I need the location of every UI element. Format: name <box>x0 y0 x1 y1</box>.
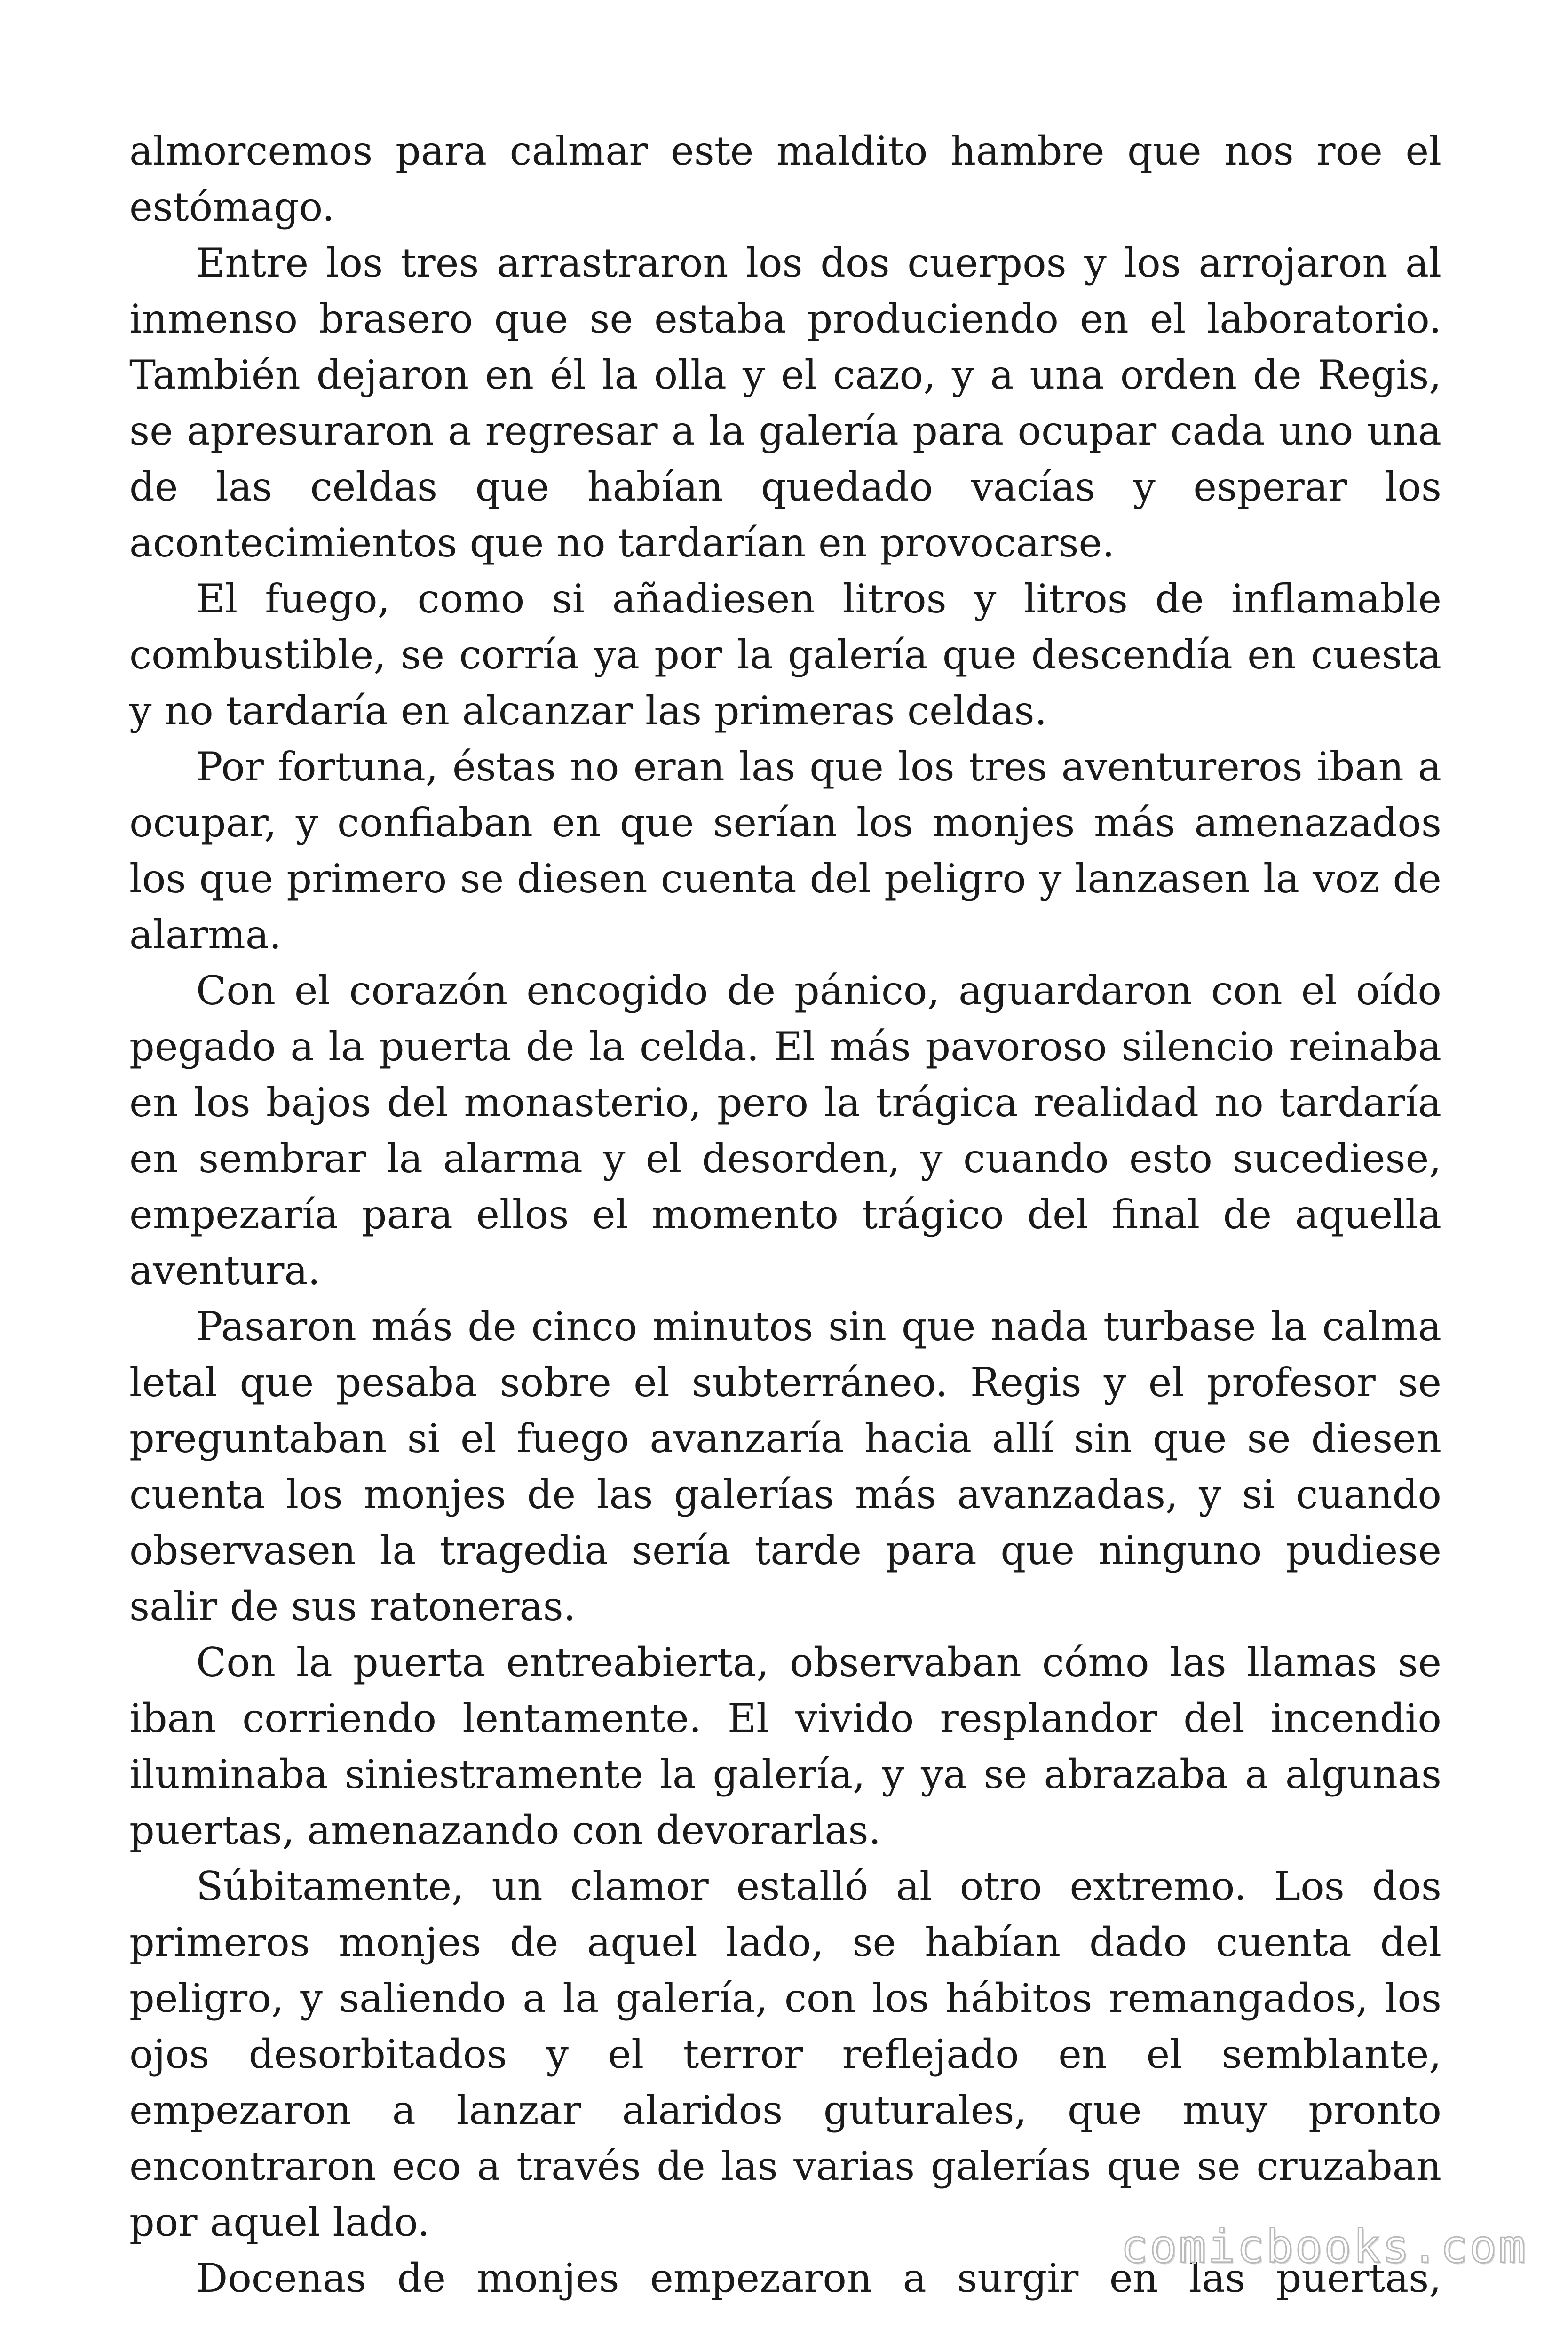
paragraph-3: El fuego, como si añadiesen litros y litros de inflamable combustible, se corría ya por la galería que descendía en cuesta y no tardaría en alcanzar las primeras celdas. <box>129 576 1441 734</box>
paragraph-2: Entre los tres arrastraron los dos cuerpos y los arrojaron al inmenso brasero que se estaba produciendo en el laboratorio. También dejaron en él la olla y el cazo, y a una orden de Regis, se apresuraron a regresar a la galería para ocupar cada uno una de las celdas que habían quedado vacías y esperar los acontecimientos que no tardarían en provocarse. <box>129 240 1441 566</box>
paragraph-6: Pasaron más de cinco minutos sin que nada turbase la calma letal que pesaba sobre el subterráneo. Regis y el profesor se preguntaban si el fuego avanzaría hacia allí sin que se diesen cuenta los monjes de las galerías más avanzadas, y si cuando observasen la tragedia sería tarde para que ninguno pudiese salir de sus ratoneras. <box>129 1303 1441 1629</box>
paragraph-8: Súbitamente, un clamor estalló al otro extremo. Los dos primeros monjes de aquel lado, se habían dado cuenta del peligro, y saliendo a la galería, con los hábitos remangados, los ojos desorbitados y el terror reflejado en el semblante, empezaron a lanzar alaridos guturales, que muy pronto encontraron eco a través de las varias galerías que se cruzaban por aquel lado. <box>129 1863 1441 2245</box>
paragraph-5: Con el corazón encogido de pánico, aguardaron con el oído pegado a la puerta de la celda. El más pavoroso silencio reinaba en los bajos del monasterio, pero la trágica realidad no tardaría en sembrar la alarma y el desorden, y cuando esto sucediese, empezaría para ellos el momento trágico del final de aquella aventura. <box>129 968 1441 1294</box>
paragraph-1: almorcemos para calmar este maldito hambre que nos roe el estómago. <box>129 128 1441 230</box>
paragraph-9: Docenas de monjes empezaron a surgir en las puertas, <box>196 2255 1441 2301</box>
watermark: comicbooks.com <box>1120 2220 1528 2273</box>
paragraph-7: Con la puerta entreabierta, observaban cómo las llamas se iban corriendo lentamente. El vivido resplandor del incendio iluminaba siniestramente la galería, y ya se abrazaba a algunas puertas, amenazando con devorarlas. <box>129 1639 1441 1853</box>
page-text-block <box>129 123 1441 2306</box>
paragraph-4: Por fortuna, éstas no eran las que los tres aventureros iban a ocupar, y confiaban en que serían los monjes más amenazados los que primero se diesen cuenta del peligro y lanzasen la voz de alarma. <box>129 744 1441 958</box>
